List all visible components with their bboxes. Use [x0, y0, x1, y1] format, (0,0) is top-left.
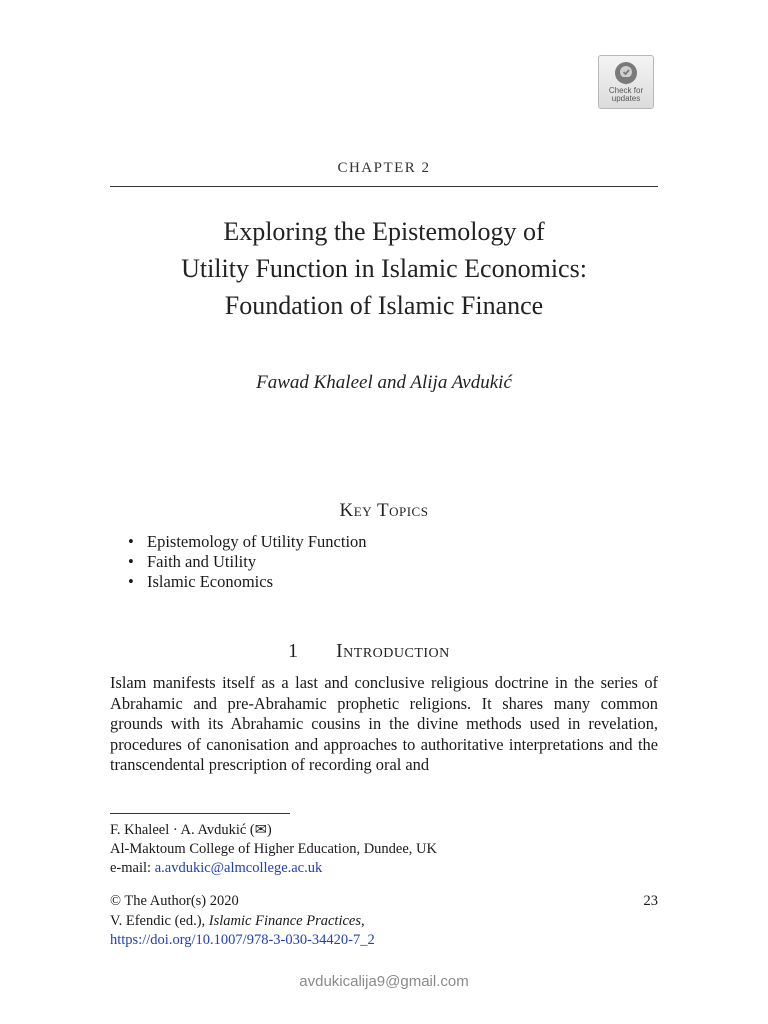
- editor-line: [110, 912, 375, 932]
- section-heading: [288, 640, 450, 663]
- title-line-2: Utility Function in Islamic Economics:: [181, 254, 587, 283]
- copyright: © The Author(s) 2020: [110, 893, 239, 909]
- title-line-3: Foundation of Islamic Finance: [224, 291, 544, 320]
- check-for-updates-badge[interactable]: [598, 55, 654, 109]
- key-topics-heading: Key Topics: [339, 500, 429, 521]
- list-item: • Faith and Utility: [128, 552, 367, 572]
- body-paragraph: Islam manifests itself as a last and conclusive religious doctrine in the series of Abrahamic and pre-Abrahamic prophetic religions. It shares many common grounds with its Abrahamic cousins in the divine methods used in revelation, procedures of canonisation and approaches to authoritative interpretations and the transcendental prescription of recording oral and: [110, 673, 658, 775]
- email-label: e-mail:: [110, 860, 152, 876]
- title-line-1: Exploring the Epistemology of: [223, 217, 545, 246]
- book-title: Islamic Finance Practices: [208, 912, 361, 929]
- watermark: avdukicalija9@gmail.com: [299, 973, 469, 990]
- chapter-title: [110, 213, 658, 324]
- section-title: Introduction: [336, 640, 450, 662]
- footnote: [110, 821, 437, 878]
- authors: Fawad Khaleel and Alija Avdukić: [256, 372, 512, 393]
- list-item: • Islamic Economics: [128, 572, 367, 592]
- editor-prefix: V. Efendic (ed.),: [110, 912, 206, 929]
- footnote-rule: [110, 813, 290, 814]
- section-number: 1: [288, 640, 298, 662]
- email-link[interactable]: a.avdukic@almcollege.ac.uk: [154, 860, 323, 876]
- chapter-label: CHAPTER 2: [337, 160, 431, 176]
- crossmark-icon: [613, 60, 639, 86]
- book-suffix: ,: [360, 912, 365, 929]
- key-topics-list: [128, 532, 367, 592]
- footnote-email-line: [110, 859, 437, 878]
- publication-meta: [110, 892, 375, 951]
- footnote-authors: F. Khaleel · A. Avdukić (✉): [110, 822, 272, 838]
- doi-link[interactable]: https://doi.org/10.1007/978-3-030-34420-7_2: [110, 932, 375, 948]
- header-rule: [110, 186, 658, 187]
- list-item: • Epistemology of Utility Function: [128, 532, 367, 552]
- footnote-affiliation: Al-Maktoum College of Higher Education, Dundee, UK: [110, 841, 437, 857]
- badge-label: Check for updates: [608, 86, 644, 103]
- page-number: 23: [643, 893, 658, 909]
